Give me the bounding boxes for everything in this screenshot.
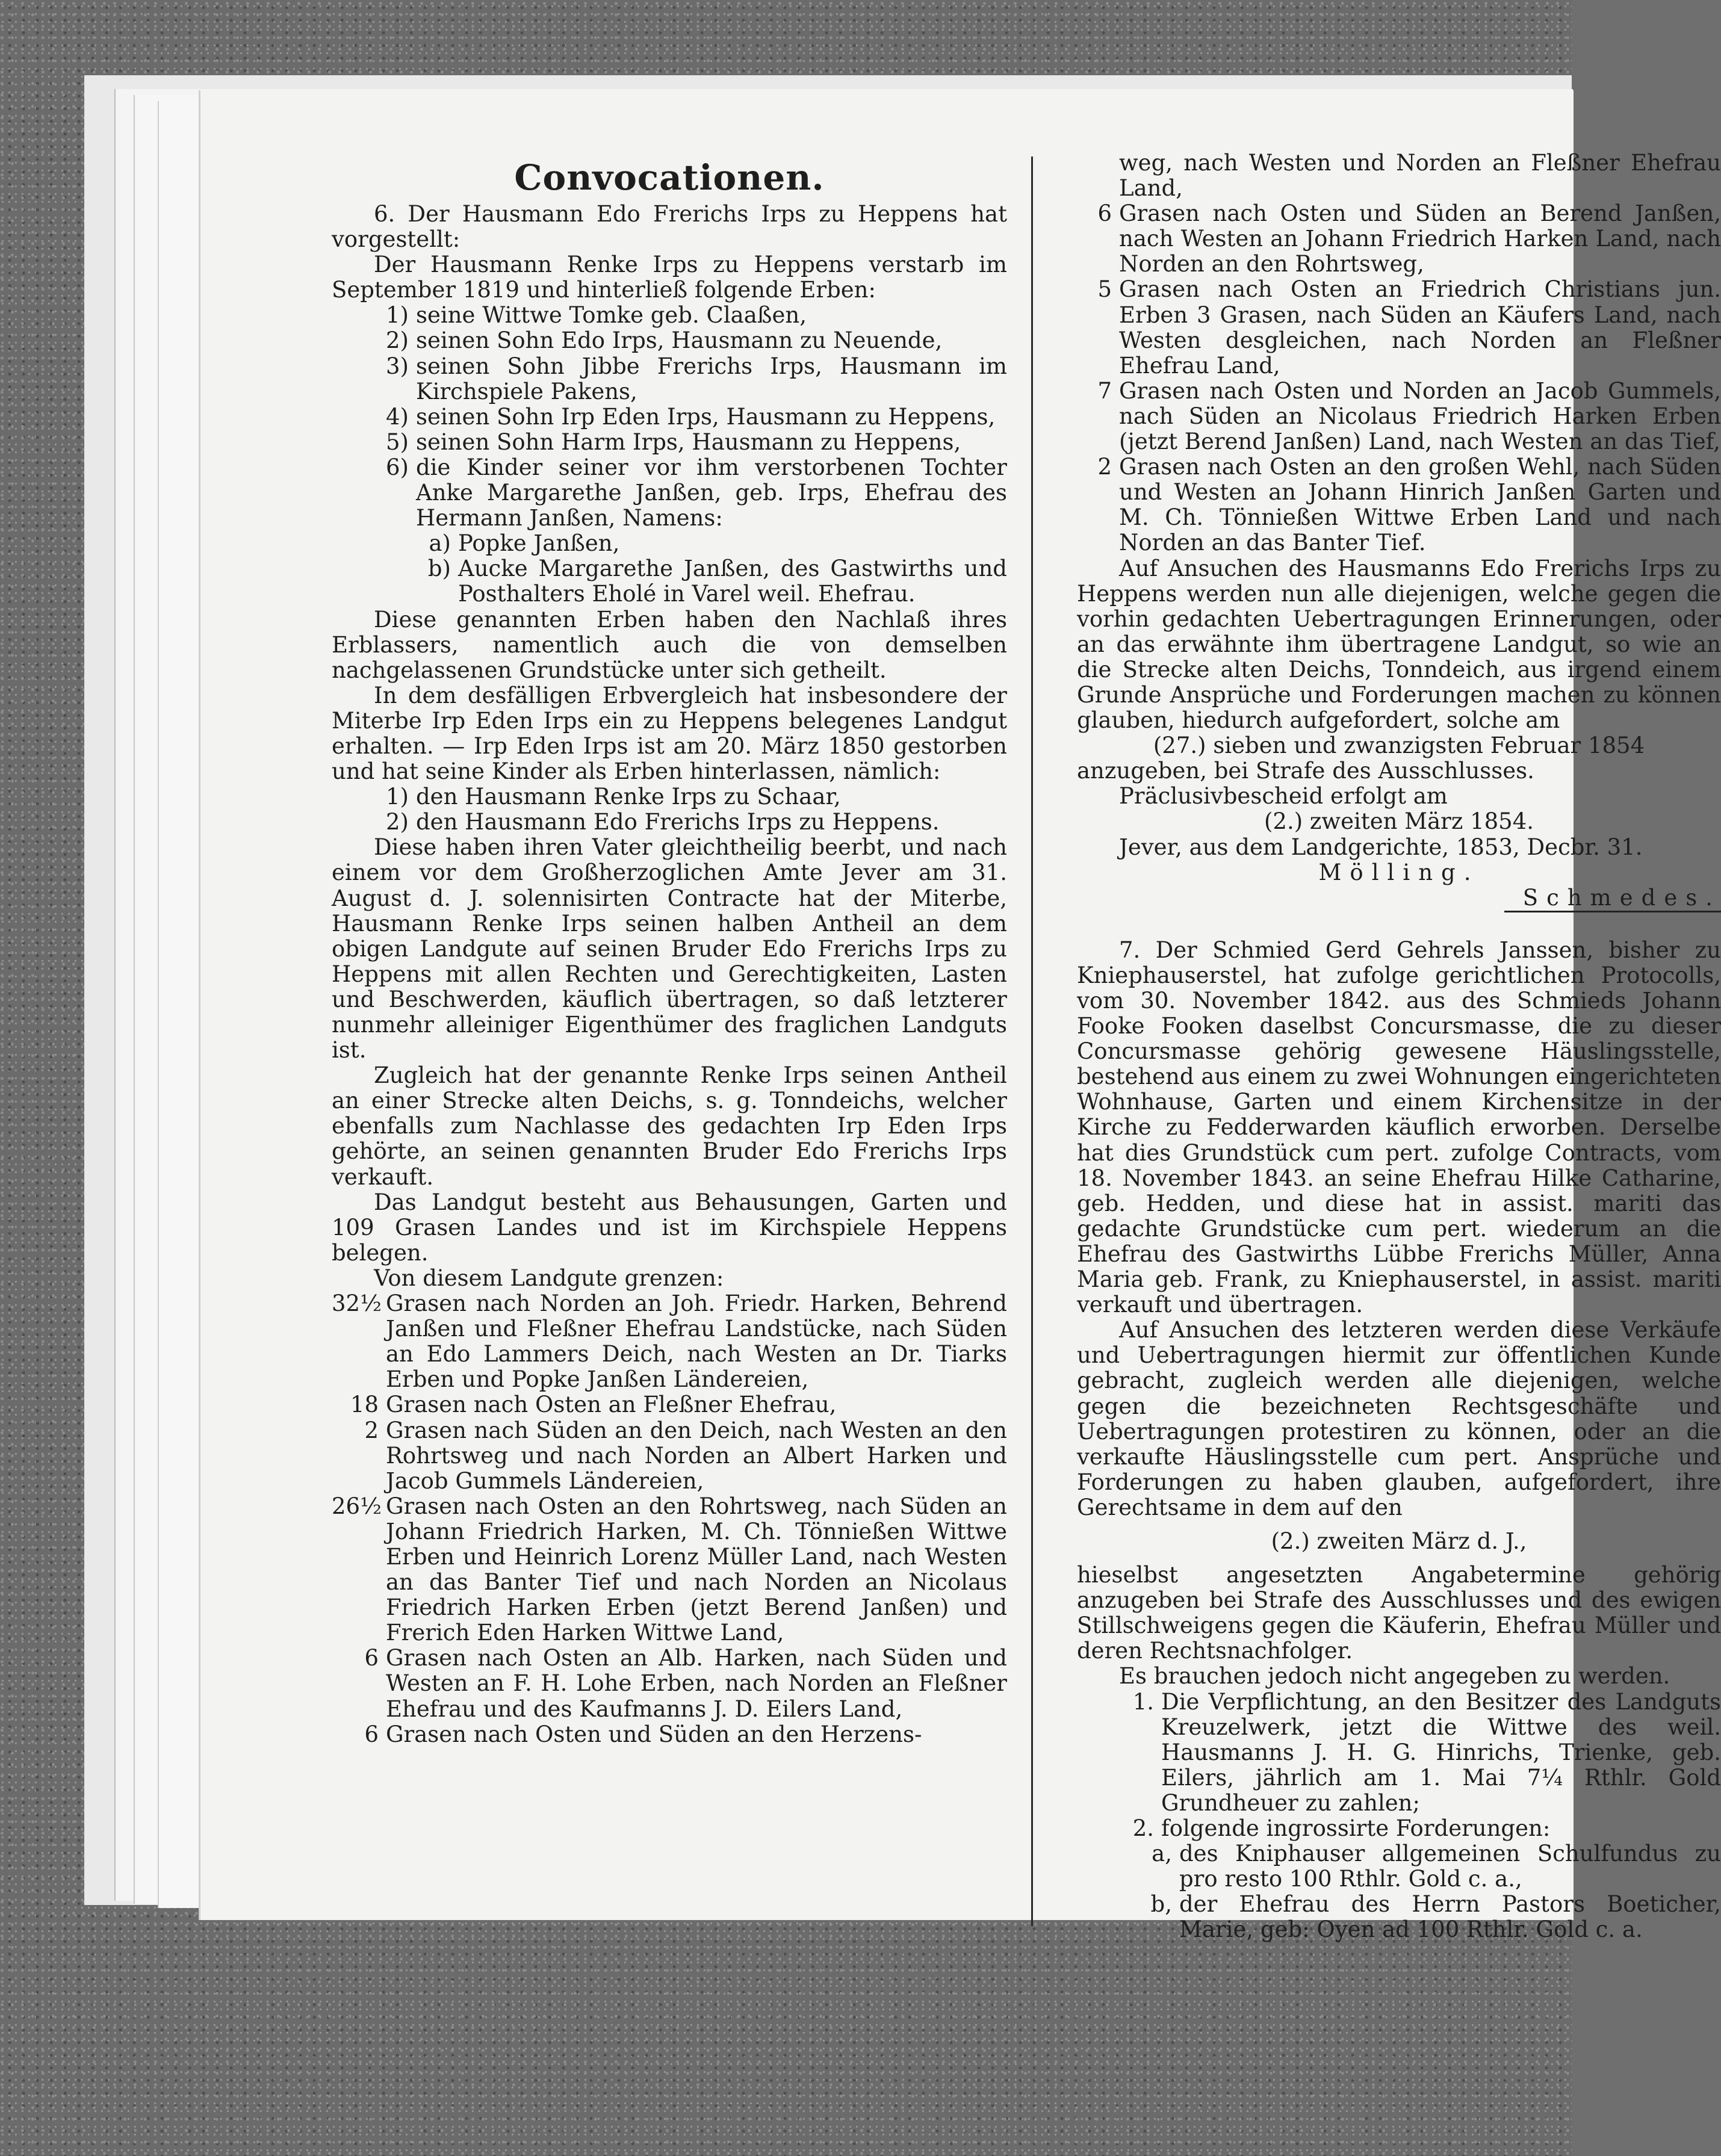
deadline-date: (2.) zweiten März 1854. <box>1264 808 1534 835</box>
paragraph: Auf Ansuchen des Hausmanns Edo Frerichs Irps zu Heppens werden nun alle diejenigen, welche gegen die vorhin gedachten Uebertragungen Erinnerungen, oder an das erwähnte ihm übertragene Landgut, so wie an die Strecke alten Deichs, Tonndeich, aus irgend einem Grunde Ansprüche und Forderungen machen zu können glauben, hiedurch aufgefordert, solche am <box>1077 555 1721 734</box>
paragraph: Auf Ansuchen des letzteren werden diese Verkäufe und Uebertragungen hiermit zur öffentlichen Kunde gebracht, zugleich werden alle diejenigen, welche gegen die bezeichneten Rechtsgeschäfte und Uebertragungen protestiren zu können, oder an die verkaufte Häuslingsstelle cum pert. Ansprüche und Forderungen zu haben glauben, aufgefordert, ihre Gerechtsame in dem auf den <box>1077 1317 1721 1520</box>
deadline-date: (27.) sieben und zwanzigsten Februar 1854 <box>1153 733 1645 759</box>
section-heading: Convocationen. <box>514 157 825 198</box>
list-item: 1. Die Verpflichtung, an den Besitzer des Landguts Kreuzelwerk, jetzt die Wittwe des weil. Hausmanns J. H. G. Hinrichs, Trienke, geb. Eilers, jährlich am 1. Mai 7¼ Rthlr. Gold Grundheuer zu zahlen; <box>1132 1688 1721 1816</box>
paragraph: Diese genannten Erben haben den Nachlaß ihres Erblassers, namentlich auch die von demselben nachgelassenen Grundstücke unter sich getheilt. <box>332 606 1007 683</box>
list-item: 4) seinen Sohn Irp Eden Irps, Hausmann zu Heppens, <box>386 403 996 430</box>
place-date: Jever, aus dem Landgerichte, 1853, Decbr. 31. <box>1119 834 1643 860</box>
list-item: 2) den Hausmann Edo Frerichs Irps zu Heppens. <box>386 809 940 835</box>
list-item: 1) seine Wittwe Tomke geb. Claaßen, <box>386 302 807 329</box>
column-divider <box>1031 156 1033 1926</box>
list-item: 18 Grasen nach Osten an Fleßner Ehefrau, <box>350 1392 837 1418</box>
list-item: 6 Grasen nach Osten an Alb. Harken, nach Süden und Westen an F. H. Lohe Erben, nach Norden an Fleßner Ehefrau und des Kaufmanns J. D. Eilers Land, <box>364 1645 1007 1722</box>
paragraph: 6. Der Hausmann Edo Frerichs Irps zu Heppens hat vorgestellt: <box>332 201 1007 253</box>
list-item: a, des Kniphauser allgemeinen Schulfundus zu pro resto 100 Rthlr. Gold c. a., <box>1152 1841 1721 1892</box>
paragraph: hieselbst angesetzten Angabetermine gehörig anzugeben bei Strafe des Ausschlusses und des ewigen Stillschweigens gegen die Käuferin, Ehefrau Müller und deren Rechtsnachfolger. <box>1077 1562 1721 1664</box>
paragraph: 7. Der Schmied Gerd Gehrels Janssen, bisher zu Kniephauserstel, hat zufolge gerichtlichen Protocolls, vom 30. November 1842. aus des Schmieds Johann Fooke Fooken daselbst Concursmasse, die zu dieser Concursmasse gehörig gewesene Häuslingsstelle, bestehend aus einem zu zwei Wohnungen eingerichteten Wohnhause, Garten und einem Kirchensitze in der Kirche zu Fedderwarden käuflich erworben. Derselbe hat dies Grundstück cum pert. zufolge Contracts, vom 18. November 1843. an seine Ehefrau Hilke Catharine, geb. Hedden, und diese hat in assist. mariti das gedachte Grundstücke cum pert. wiederum an die Ehefrau des Gastwirths Lübbe Frerichs Müller, Anna Maria geb. Frank, zu Kniephauserstel, in assist. mariti verkauft und übertragen. <box>1077 937 1721 1318</box>
list-item: 2. folgende ingrossirte Forderungen: <box>1132 1815 1551 1841</box>
paragraph: In dem desfälligen Erbvergleich hat insbesondere der Miterbe Irp Eden Irps ein zu Heppens belegenes Landgut erhalten. — Irp Eden Irps ist am 20. März 1850 gestorben und hat seine Kinder als Erben hinterlassen, nämlich: <box>332 682 1007 785</box>
paragraph: Der Hausmann Renke Irps zu Heppens verstarb im September 1819 und hinterließ folgende Erben: <box>332 252 1007 303</box>
list-item: b) Aucke Margarethe Janßen, des Gastwirths und Posthalters Eholé in Varel weil. Ehefrau. <box>427 556 1007 607</box>
list-item: 2) seinen Sohn Edo Irps, Hausmann zu Neuende, <box>386 327 943 354</box>
signature: Mölling. <box>1318 859 1480 885</box>
list-item: a) Popke Janßen, <box>429 530 620 557</box>
list-item: 2 Grasen nach Süden an den Deich, nach Westen an den Rohrtsweg und nach Norden an Albert Harken und Jacob Gummels Ländereien, <box>364 1417 1007 1494</box>
signature: Schmedes. <box>1522 884 1721 911</box>
list-item: 7 Grasen nach Osten und Norden an Jacob Gummels, nach Süden an Nicolaus Friedrich Harken Erben (jetzt Berend Janßen) Land, nach Westen an das Tief, <box>1097 377 1721 455</box>
document-page <box>199 90 1721 1943</box>
list-item: 2 Grasen nach Osten an den großen Wehl, nach Süden und Westen an Johann Hinrich Janßen Garten und M. Ch. Tönnießen Wittwe Erben Land und nach Norden an das Banter Tief. <box>1097 454 1721 556</box>
paragraph: anzugeben, bei Strafe des Ausschlusses. <box>1077 758 1534 784</box>
list-item: 32½ Grasen nach Norden an Joh. Friedr. Harken, Behrend Janßen und Fleßner Ehefrau Landstücke, nach Süden an Edo Lammers Deich, nach Westen an Dr. Tiarks Erben und Popke Janßen Ländereien, <box>332 1290 1007 1393</box>
paragraph: Das Landgut besteht aus Behausungen, Garten und 109 Grasen Landes und ist im Kirchspiele Heppens belegen. <box>332 1189 1007 1266</box>
signature-line <box>1077 885 1721 911</box>
paragraph: Diese haben ihren Vater gleichtheilig beerbt, und nach einem vor dem Großherzoglichen Amte Jever am 31. August d. J. solennisirten Contracte hat der Miterbe, Hausmann Renke Irps seinen halben Antheil an dem obigen Landgute auf seinen Bruder Edo Frerichs Irps zu Heppens mit allen Rechten und Gerechtigkeiten, Lasten und Beschwerden, käuflich übertragen, so daß letzterer nunmehr alleiniger Eigenthümer des fraglichen Landguts ist. <box>332 834 1007 1064</box>
list-item: 26½ Grasen nach Osten an den Rohrtsweg, nach Süden an Johann Friedrich Harken, M. Ch. Tönnießen Wittwe Erben und Heinrich Lorenz Müller Land, nach Westen an das Banter Tief und nach Norden an Nicolaus Friedrich Harken Erben (jetzt Berend Janßen) und Frerich Eden Harken Wittwe Land, <box>332 1493 1007 1646</box>
list-item: b, der Ehefrau des Herrn Pastors Boeticher, Marie, geb: Oyen ad 100 Rthlr. Gold c. a. <box>1150 1891 1721 1943</box>
spacer <box>1077 912 1721 938</box>
paragraph: Es brauchen jedoch nicht angegeben zu werden. <box>1119 1663 1670 1690</box>
list-item: 6) die Kinder seiner vor ihm verstorbenen Tochter Anke Margarethe Janßen, geb. Irps, Ehefrau des Hermann Janßen, Namens: <box>386 454 1007 531</box>
list-item: 1) den Hausmann Renke Irps zu Schaar, <box>386 784 841 810</box>
deadline-date: (2.) zweiten März d. J., <box>1271 1528 1527 1554</box>
list-item: 5) seinen Sohn Harm Irps, Hausmann zu Heppens, <box>386 429 961 455</box>
left-column <box>332 153 1007 1747</box>
paragraph: Zugleich hat der genannte Renke Irps seinen Antheil an einer Strecke alten Deichs, s. g. Tonndeichs, welcher ebenfalls zum Nachlasse des gedachten Irp Eden Irps gehörte, an seinen genannten Bruder Edo Frerichs Irps verkauft. <box>332 1062 1007 1190</box>
right-column <box>1077 150 1721 1942</box>
paragraph: Von diesem Landgute grenzen: <box>374 1265 724 1291</box>
list-item: 5 Grasen nach Osten an Friedrich Christians jun. Erben 3 Grasen, nach Süden an Käufers Land, nach Westen desgleichen, nach Norden an Fleßner Ehefrau Land, <box>1097 276 1721 379</box>
list-item: 3) seinen Sohn Jibbe Frerichs Irps, Hausmann im Kirchspiele Pakens, <box>386 353 1007 404</box>
paragraph: weg, nach Westen und Norden an Fleßner Ehefrau Land, <box>1119 150 1721 202</box>
paragraph: Präclusivbescheid erfolgt am <box>1119 783 1448 810</box>
list-item: 6 Grasen nach Osten und Süden an den Herzens- <box>364 1721 922 1747</box>
list-item: 6 Grasen nach Osten und Süden an Berend Janßen, nach Westen an Johann Friedrich Harken Land, nach Norden an den Rohrtsweg, <box>1097 200 1721 277</box>
